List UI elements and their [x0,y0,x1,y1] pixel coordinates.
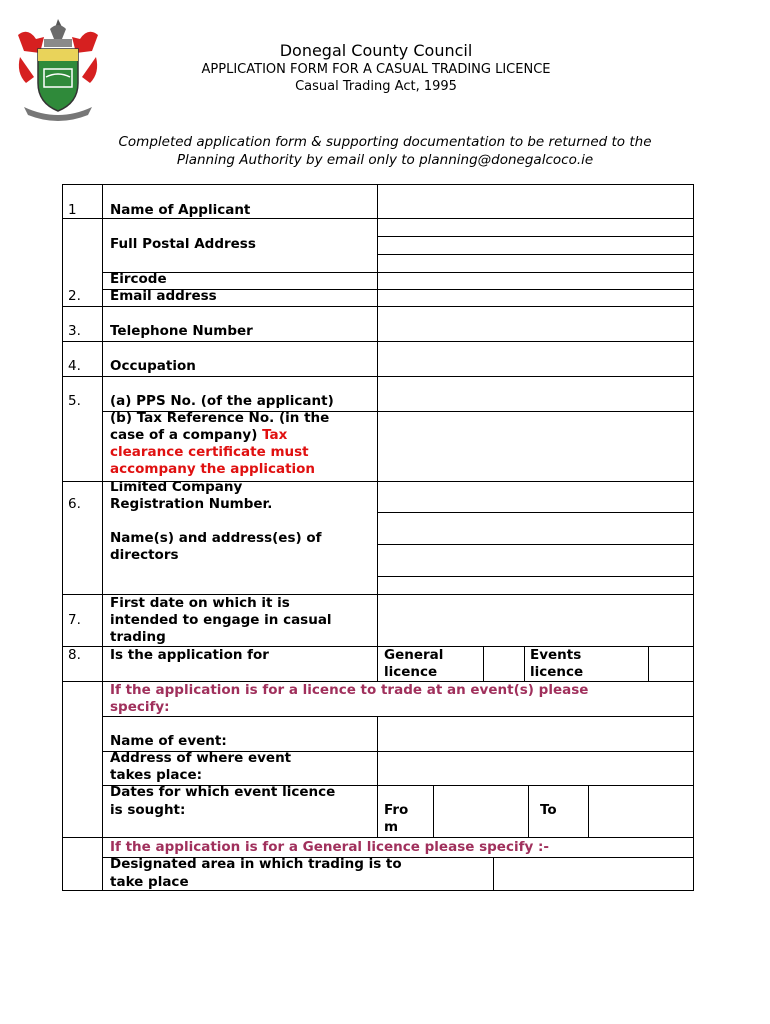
label-application-for: Is the application for [110,647,269,663]
label-eircode: Eircode [110,271,167,287]
row-number-5: 5. [68,393,81,409]
label-to: To [540,802,557,818]
label-event-name: Name of event: [110,733,227,749]
label-company-2: Registration Number. [110,496,273,512]
general-licence-label-2: licence [384,664,438,680]
pps-field[interactable] [378,377,693,411]
council-crest-logo [14,17,102,125]
tax-clearance-note-2: clearance certificate must [110,444,309,460]
label-first-date-2: intended to engage in casual [110,612,332,628]
label-event-address-1: Address of where event [110,750,292,766]
events-licence-label-2: licence [530,664,584,680]
company-registration-field[interactable] [378,482,693,512]
label-event-dates-1: Dates for which event licence [110,784,336,800]
tax-clearance-note-1: Tax [262,427,288,443]
label-applicant-name: Name of Applicant [110,202,251,218]
general-section-heading: If the application is for a General licence please specify :- [110,839,549,855]
row-number-1: 1 [68,202,77,218]
row-number-6: 6. [68,496,81,512]
event-section-bottom [62,837,694,838]
label-directors-1: Name(s) and address(es) of [110,530,322,546]
form-title: APPLICATION FORM FOR A CASUAL TRADING LICENCE [201,62,551,77]
general-licence-box-right [524,646,525,681]
label-event-address-2: takes place: [110,767,203,783]
instructions-line-2: Planning Authority by email only to planning@donegalcoco.ie [176,152,594,168]
designated-area-field[interactable] [494,858,693,890]
application-form-table [62,184,694,891]
general-licence-label-1: General [384,647,444,663]
events-licence-label-1: Events [530,647,582,663]
label-directors-2: directors [110,547,179,563]
label-postal-address: Full Postal Address [110,236,256,252]
eircode-field[interactable] [378,273,693,289]
label-tax-ref-2-text: case of a company) [110,427,258,443]
council-name: Donegal County Council [279,41,473,60]
event-to-date-field[interactable] [589,786,693,837]
row-number-3: 3. [68,323,81,339]
applicant-name-field[interactable] [378,185,693,218]
label-first-date-1: First date on which it is [110,595,290,611]
events-licence-checkbox[interactable] [649,647,693,681]
tax-clearance-note-3: accompany the application [110,461,316,477]
label-tax-ref-1: (b) Tax Reference No. (in the [110,410,330,426]
event-address-field[interactable] [378,752,693,785]
event-section-heading-1: If the application is for a licence to trade at an event(s) please [110,682,589,698]
occupation-field[interactable] [378,342,693,376]
table-border-left [62,184,63,891]
general-licence-checkbox[interactable] [484,647,524,681]
row-number-7: 7. [68,612,81,628]
event-name-field[interactable] [378,717,693,751]
email-field[interactable] [378,290,693,306]
label-from-2: m [384,819,399,835]
label-from-1: Fro [384,802,409,818]
label-company-1: Limited Company [110,479,243,495]
row-number-8: 8. [68,647,81,663]
event-from-date-field[interactable] [434,786,528,837]
document-header [120,41,632,95]
label-tax-ref-2 [110,427,287,444]
event-section-heading-2: specify: [110,699,170,715]
label-designated-area-1: Designated area in which trading is to [110,856,402,872]
directors-field[interactable] [378,513,693,594]
label-telephone: Telephone Number [110,323,253,339]
label-designated-area-2: take place [110,874,189,890]
first-trading-date-field[interactable] [378,595,693,646]
label-pps: (a) PPS No. (of the applicant) [110,393,334,409]
tax-reference-field[interactable] [378,412,693,481]
submission-instructions [60,133,710,169]
label-occupation: Occupation [110,358,196,374]
telephone-field[interactable] [378,307,693,341]
label-first-date-3: trading [110,629,166,645]
label-email: Email address [110,288,217,304]
row-number-2: 2. [68,288,81,304]
label-event-dates-2: is sought: [110,802,186,818]
from-date-box-right [528,785,529,837]
postal-address-field[interactable] [378,219,693,272]
act-title: Casual Trading Act, 1995 [295,79,457,94]
row-number-4: 4. [68,358,81,374]
instructions-line-1: Completed application form & supporting documentation to be returned to the [118,134,652,150]
